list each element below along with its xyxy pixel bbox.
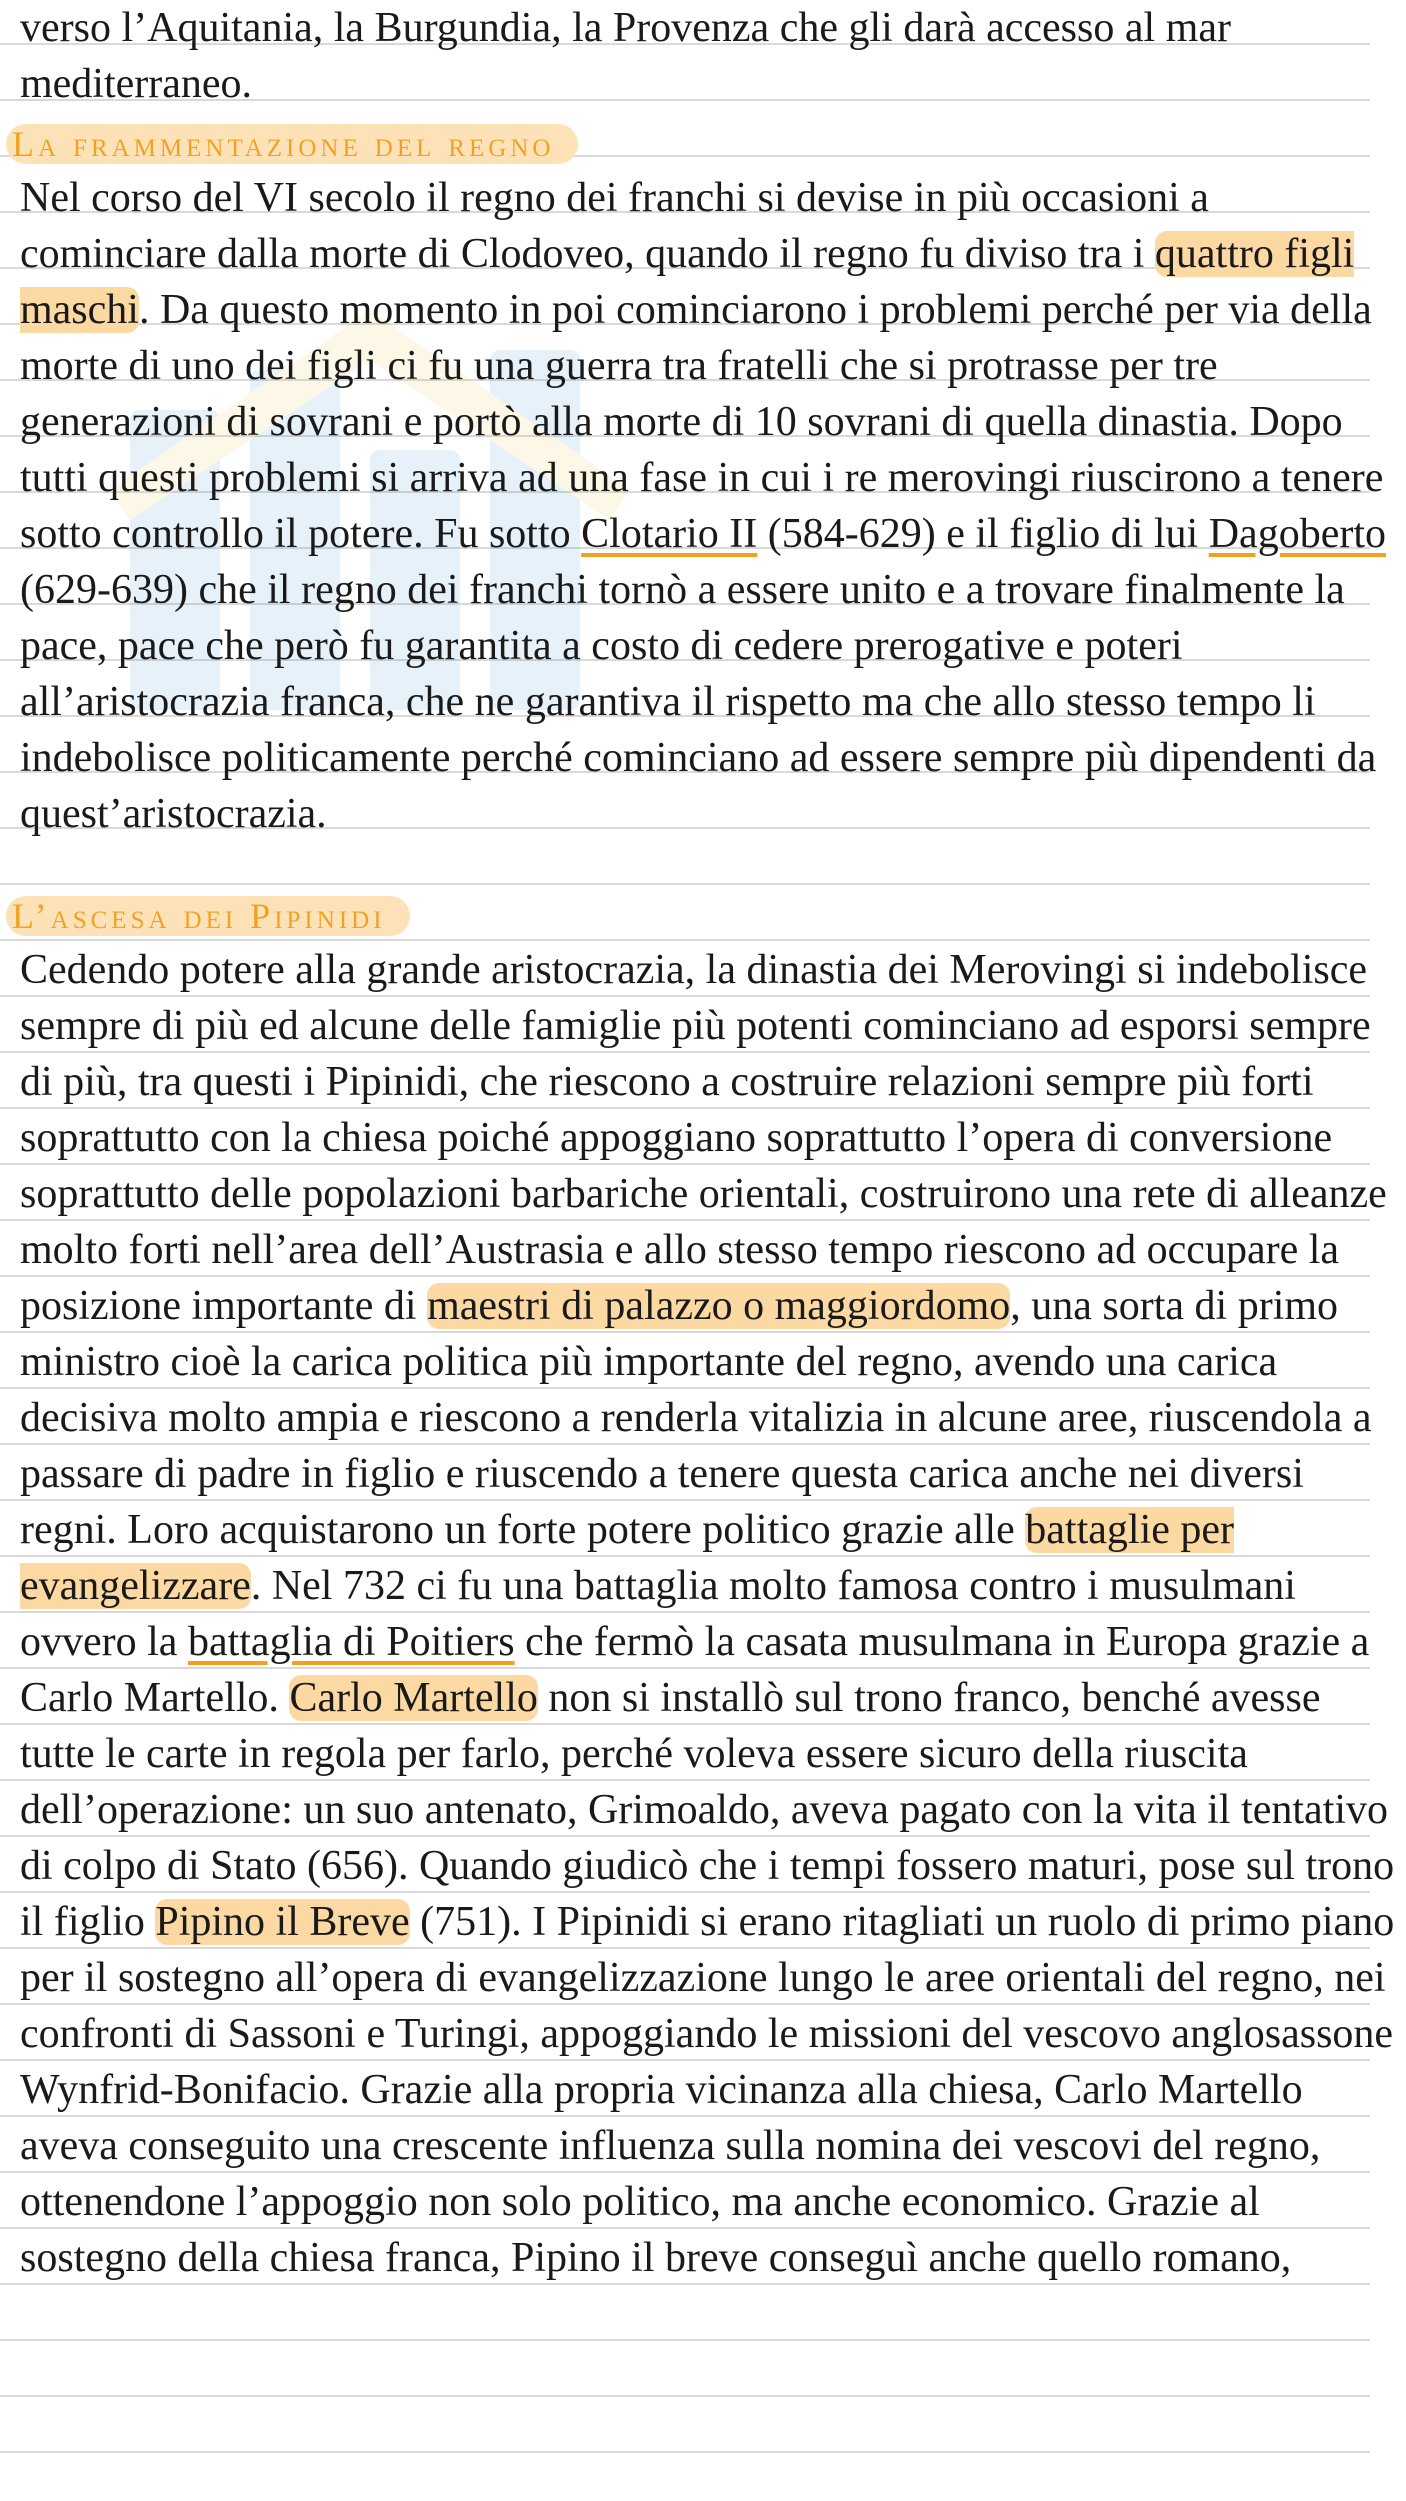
underlined-text: Clotario II <box>581 511 758 557</box>
text-run: (751). I Pipinidi si erano ritagliati un ruolo di primo piano per il sostegno all’opera di evangelizzazione lungo le aree orientali del regno, nei confronti di Sassoni e Turingi, appoggiando le missioni del vescovo anglosassone Wynfrid-Bonifacio. Grazie alla propria vicinanza alla chiesa, Carlo Martello aveva conseguito una crescente influenza sulla nomina dei vescovi del regno, ottenendone l’appoggio non solo politico, ma anche economico. Grazie al sostegno della chiesa franca, Pipino il breve conseguì anche quello romano, <box>20 1899 1395 2281</box>
section-heading-frammentazione <box>12 118 1400 170</box>
text-run: , una sorta di primo ministro cioè la carica politica più importante del regno, avendo una carica decisiva molto ampia e riescono a renderla vitalizia in alcune aree, riuscendola a passare di padre in figlio e riuscendo a tenere questa carica anche nei diversi regni. Loro acquistarono un forte potere politico grazie alle <box>20 1283 1372 1553</box>
text-run: (584-629) e il figlio di lui <box>757 511 1209 557</box>
text-run: Nel corso del VI secolo il regno dei franchi si devise in più occasioni a cominciare dalla morte di Clodoveo, quando il regno fu diviso tra i <box>20 175 1209 277</box>
highlighted-text: battaglie per evangelizzare <box>20 1507 1235 1609</box>
highlighted-text: quattro figli maschi <box>20 231 1355 333</box>
paragraph-frammentazione <box>20 170 1400 842</box>
heading-text: L’ascesa dei Pipinidi <box>6 896 410 936</box>
underlined-text: battaglia di Poitiers <box>187 1619 515 1665</box>
text-run: . Nel 732 ci fu una battaglia molto famosa contro i musulmani ovvero la <box>20 1563 1296 1665</box>
paragraph-pipinidi <box>20 942 1400 2286</box>
text-run: non si installò sul trono franco, benché avesse tutte le carte in regola per farlo, perché voleva essere sicuro della riuscita dell’operazione: un suo antenato, Grimoaldo, aveva pagato con la vita il tentativo di colpo di Stato (656). Quando giudicò che i tempi fossero maturi, pose sul trono il figlio <box>20 1675 1395 1945</box>
highlighted-text: maestri di palazzo o maggiordomo <box>427 1283 1011 1329</box>
section-heading-pipinidi <box>12 890 1400 942</box>
heading-text: La frammentazione del regno <box>6 124 578 164</box>
text-run: . Da questo momento in poi cominciarono i problemi perché per via della morte di uno dei figli ci fu una guerra tra fratelli che si protrasse per tre generazioni di sovrani e portò alla morte di 10 sovrani di quella dinastia. Dopo tutti questi problemi si arriva ad una fase in cui i re merovingi riuscirono a tenere sotto controllo il potere. Fu sotto <box>20 287 1384 557</box>
highlighted-text: Carlo Martello <box>289 1675 538 1721</box>
highlighted-text: Pipino il Breve <box>155 1899 410 1945</box>
underlined-text: Dagoberto <box>1208 511 1386 557</box>
text-run: (629-639) che il regno dei franchi tornò a essere unito e a trovare finalmente la pace, pace che però fu garantita a costo di cedere prerogative e poteri all’aristocrazia franca, che ne garantiva il rispetto ma che allo stesso tempo li indebolisce politicamente perché cominciano ad essere sempre più dipendenti da quest’aristocrazia. <box>20 567 1377 837</box>
paragraph-intro-continued <box>20 0 1400 112</box>
text-run: Cedendo potere alla grande aristocrazia, la dinastia dei Merovingi si indebolisce sempre di più ed alcune delle famiglie più potenti cominciano ad esporsi sempre di più, tra questi i Pipinidi, che riescono a costruire relazioni sempre più forti soprattutto con la chiesa poiché appoggiano soprattutto l’opera di conversione soprattutto delle popolazioni barbariche orientali, costruirono una rete di alleanze molto forti nell’area dell’Austrasia e allo stesso tempo riescono ad occupare la posizione importante di <box>20 947 1387 1329</box>
paragraph-text: verso l’Aquitania, la Burgundia, la Provenza che gli darà accesso al mar mediterraneo. <box>20 5 1231 107</box>
text-run: che fermò la casata musulmana in Europa grazie a Carlo Martello. <box>20 1619 1370 1721</box>
